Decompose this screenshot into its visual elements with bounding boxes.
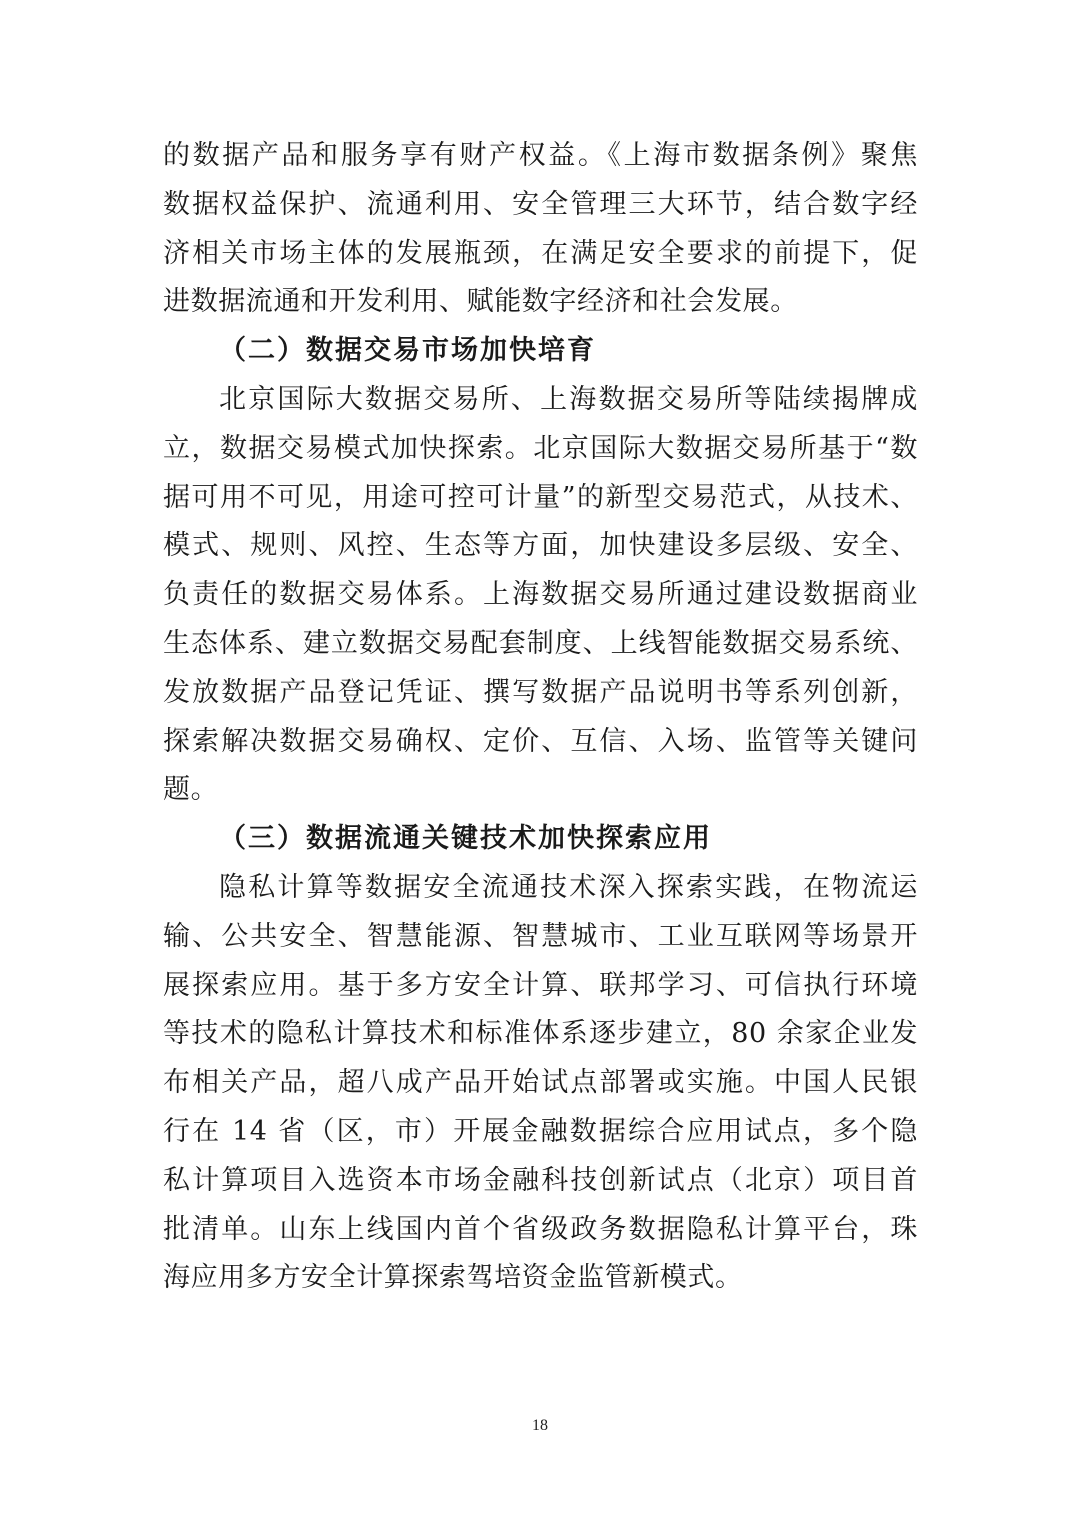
text-line: 北京国际大数据交易所、上海数据交易所等陆续揭牌成 bbox=[219, 383, 918, 415]
text-line: 生态体系、建立数据交易配套制度、上线智能数据交易系统、 bbox=[163, 627, 918, 659]
text-line: 行在 14 省（区，市）开展金融数据综合应用试点，多个隐 bbox=[163, 1115, 918, 1147]
text-line: 据可用不可见，用途可控可计量”的新型交易范式，从技术、 bbox=[163, 481, 918, 513]
text-line: 等技术的隐私计算技术和标准体系逐步建立，80 余家企业发 bbox=[163, 1018, 918, 1050]
text-line: 济相关市场主体的发展瓶颈，在满足安全要求的前提下，促 bbox=[163, 237, 918, 269]
text-line: 数据权益保护、流通利用、安全管理三大环节，结合数字经 bbox=[163, 188, 918, 220]
paragraph bbox=[163, 376, 918, 815]
text-line: 私计算项目入选资本市场金融科技创新试点（北京）项目首 bbox=[163, 1164, 918, 1196]
text-line: 探索解决数据交易确权、定价、互信、入场、监管等关键问 bbox=[163, 725, 918, 757]
text-line: 布相关产品，超八成产品开始试点部署或实施。中国人民银 bbox=[163, 1067, 918, 1099]
text-line: 负责任的数据交易体系。上海数据交易所通过建设数据商业 bbox=[163, 579, 918, 611]
body-text bbox=[163, 132, 918, 1303]
section-heading: （三）数据流通关键技术加快探索应用 bbox=[219, 823, 712, 855]
text-line: 立，数据交易模式加快探索。北京国际大数据交易所基于“数 bbox=[163, 432, 918, 464]
text-line: 输、公共安全、智慧能源、智慧城市、工业互联网等场景开 bbox=[163, 920, 918, 952]
text-line: 发放数据产品登记凭证、撰写数据产品说明书等系列创新， bbox=[163, 676, 918, 708]
paragraph bbox=[163, 864, 918, 1303]
text-line: 批清单。山东上线国内首个省级政务数据隐私计算平台，珠 bbox=[163, 1213, 918, 1245]
text-line: 题。 bbox=[163, 774, 219, 806]
text-line: 展探索应用。基于多方安全计算、联邦学习、可信执行环境 bbox=[163, 969, 918, 1001]
section-heading: （二）数据交易市场加快培育 bbox=[219, 335, 596, 367]
text-line: 进数据流通和开发利用、赋能数字经济和社会发展。 bbox=[163, 286, 798, 318]
text-line: 模式、规则、风控、生态等方面，加快建设多层级、安全、 bbox=[163, 530, 918, 562]
text-line: 的数据产品和服务享有财产权益。《上海市数据条例》聚焦 bbox=[163, 140, 918, 171]
text-line: 海应用多方安全计算探索驾培资金监管新模式。 bbox=[163, 1262, 743, 1294]
paragraph bbox=[163, 132, 918, 327]
text-line: 隐私计算等数据安全流通技术深入探索实践，在物流运 bbox=[219, 871, 918, 903]
page-number: 18 bbox=[532, 1417, 548, 1434]
